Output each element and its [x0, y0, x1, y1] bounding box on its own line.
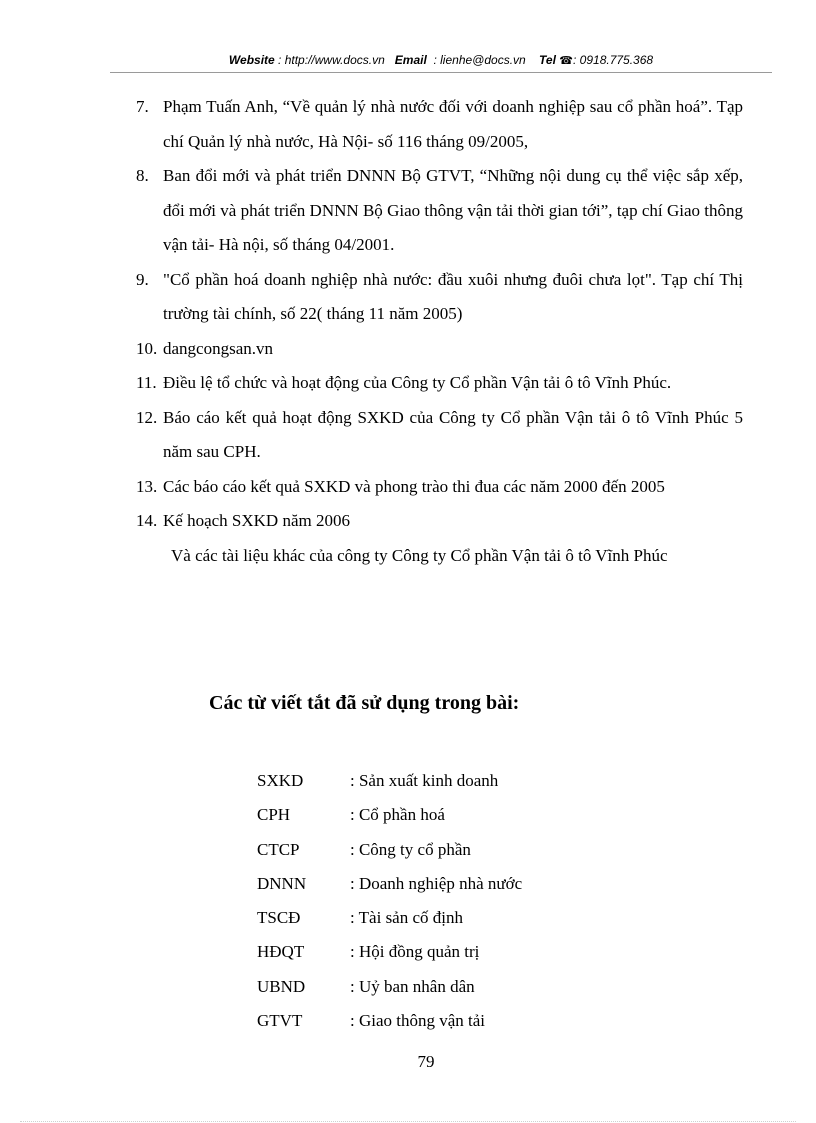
abbreviation-key: DNNN [257, 873, 307, 893]
reference-text: Ban đổi mới và phát triển DNNN Bộ GTVT, “Những nội dung cụ thể việc sắp xếp, đổi mới và phát triển DNNN Bộ Giao thông vận tải thời gian tới”, tạp chí Giao thông vận tải- Hà nội, số tháng 04/2001. [163, 166, 743, 254]
abbreviation-row [257, 1004, 522, 1038]
abbreviation-row [257, 867, 522, 901]
website-label: Website [228, 53, 275, 67]
abbreviations-list [257, 764, 522, 1038]
email-link[interactable]: : lienhe@docs.vn [433, 53, 526, 67]
abbreviation-key: CTCP [257, 839, 300, 859]
reference-number: 13. [136, 476, 158, 496]
reference-number: 7. [136, 97, 149, 116]
reference-number: 14. [136, 511, 158, 530]
telephone-icon: ☎ [559, 55, 573, 67]
reference-list [133, 90, 743, 573]
abbreviation-value: : Tài sản cố định [350, 908, 463, 928]
reference-text: Báo cáo kết quả hoạt động SXKD của Công ty Cổ phần Vận tải ô tô Vĩnh Phúc 5 năm sau CPH. [163, 407, 743, 461]
tel-value: : 0918.775.368 [573, 53, 654, 67]
reference-item [133, 159, 743, 263]
reference-item [133, 90, 743, 159]
website-link[interactable]: : http://www.docs.vn [278, 53, 385, 67]
abbreviation-row [257, 901, 522, 935]
abbreviation-row [257, 970, 522, 1004]
abbreviation-key: UBND [257, 976, 306, 996]
reference-item [133, 401, 743, 470]
extra-note: Và các tài liệu khác của công ty Công ty Cổ phần Vận tải ô tô Vĩnh Phúc [171, 545, 668, 565]
abbreviation-row [257, 935, 522, 969]
reference-item [133, 263, 743, 332]
email-label: Email [394, 53, 427, 67]
abbreviation-key: TSCĐ [257, 908, 301, 928]
abbreviations-title: Các từ viết tắt đã sử dụng trong bài: [209, 692, 520, 714]
abbreviation-row [257, 798, 522, 832]
reference-item [133, 332, 743, 367]
reference-number: 8. [136, 166, 149, 185]
abbreviation-value: : Doanh nghiệp nhà nước [350, 873, 523, 893]
abbreviation-value: : Uỷ ban nhân dân [350, 976, 475, 996]
abbreviation-value: : Công ty cổ phần [350, 839, 471, 859]
reference-text: Phạm Tuấn Anh, “Về quản lý nhà nước đối với doanh nghiệp sau cổ phần hoá”. Tạp chí Quản lý nhà nước, Hà Nội- số 116 tháng 09/2005, [163, 97, 743, 151]
reference-text: Điều lệ tổ chức và hoạt động của Công ty Cổ phần Vận tải ô tô Vĩnh Phúc. [163, 373, 672, 392]
abbreviation-row [257, 764, 522, 798]
footer-divider [20, 1121, 796, 1122]
abbreviation-value: : Hội đồng quản trị [350, 942, 480, 962]
abbreviation-value: : Cổ phần hoá [350, 805, 445, 825]
reference-item [133, 470, 743, 505]
abbreviation-value: : Sản xuất kinh doanh [350, 771, 499, 790]
reference-item [133, 366, 743, 401]
page-header [110, 50, 772, 73]
reference-text: dangcongsan.vn [163, 338, 274, 358]
abbreviation-key: GTVT [257, 1011, 303, 1031]
page-number: 79 [417, 1052, 435, 1071]
reference-item [133, 504, 743, 539]
reference-text: Các báo cáo kết quả SXKD và phong trào thi đua các năm 2000 đến 2005 [163, 476, 665, 496]
abbreviation-row [257, 833, 522, 867]
reference-text: Kế hoạch SXKD năm 2006 [163, 511, 350, 530]
abbreviation-value: : Giao thông vận tải [350, 1011, 486, 1031]
reference-text: "Cổ phần hoá doanh nghiệp nhà nước: đầu xuôi nhưng đuôi chưa lọt". Tạp chí Thị trường tài chính, số 22( tháng 11 năm 2005) [163, 269, 743, 323]
reference-number: 9. [136, 269, 149, 289]
reference-number: 11. [136, 373, 157, 392]
abbreviation-key: CPH [257, 805, 291, 825]
reference-number: 12. [136, 407, 158, 427]
tel-label: Tel [539, 53, 556, 67]
abbreviation-key: SXKD [257, 771, 304, 790]
reference-number: 10. [136, 338, 158, 358]
abbreviation-key: HĐQT [257, 942, 305, 962]
